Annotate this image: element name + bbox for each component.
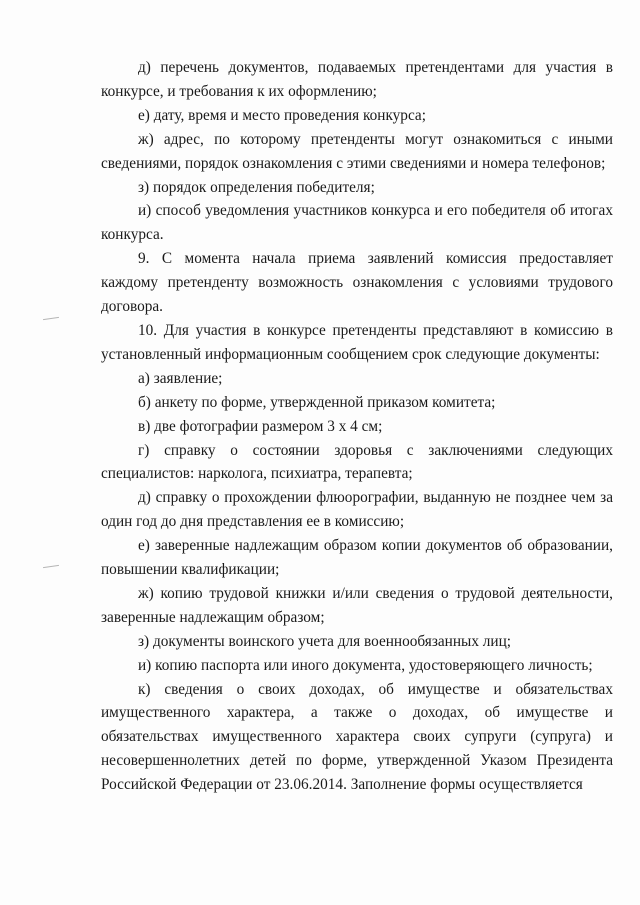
doc-item-zh: ж) копию трудовой книжки и/или сведения о трудовой деятельности, заверенные надлежащим образом; <box>101 584 613 626</box>
clause-10: 10. Для участия в конкурсе претенденты представляют в комиссию в установленный информационным сообщением срок следующие документы: <box>101 321 613 363</box>
doc-item-g: г) справку о состоянии здоровья с заключениями следующих специалистов: нарколога, психиатра, терапевта; <box>101 441 613 483</box>
doc-item-z: з) документы воинского учета для военнообязанных лиц; <box>138 632 512 650</box>
document-body <box>101 56 613 797</box>
list-item-i: и) способ уведомления участников конкурса и его победителя об итогах конкурса. <box>101 202 613 244</box>
doc-item-i: и) копию паспорта или иного документа, удостоверяющего личность; <box>138 656 593 674</box>
list-item-e: е) дату, время и место проведения конкурса; <box>138 106 426 124</box>
clause-9: 9. С момента начала приема заявлений комиссия предоставляет каждому претенденту возможность ознакомления с условиями трудового договора. <box>101 250 613 316</box>
doc-item-e: е) заверенные надлежащим образом копии документов об образовании, повышении квалификации; <box>101 537 613 579</box>
doc-item-d: д) справку о прохождении флюорографии, выданную не позднее чем за один год до дня представления ее в комиссию; <box>101 489 613 531</box>
list-item-z: з) порядок определения победителя; <box>138 178 375 196</box>
scan-mark <box>43 318 65 320</box>
doc-item-v: в) две фотографии размером 3 х 4 см; <box>138 417 383 435</box>
scan-mark <box>43 566 65 568</box>
doc-item-b: б) анкету по форме, утвержденной приказом комитета; <box>138 393 496 411</box>
doc-item-a: а) заявление; <box>138 369 223 387</box>
list-item-zh: ж) адрес, по которому претенденты могут ознакомиться с иными сведениями, порядок ознакомления с этими сведениями и номера телефонов; <box>101 130 613 172</box>
list-item-d: д) перечень документов, подаваемых претендентами для участия в конкурсе, и требования к их оформлению; <box>101 59 613 100</box>
doc-item-k: к) сведения о своих доходах, об имуществе и обязательствах имущественного характера, а также о доходах, об имуществе и обязательствах имущественного характера своих супруги (супруга) и несовершеннолетних детей по форме, утвержденной Указом Президента Российской Федерации от 23.06.2014. Заполнение формы осуществляется <box>101 680 613 794</box>
